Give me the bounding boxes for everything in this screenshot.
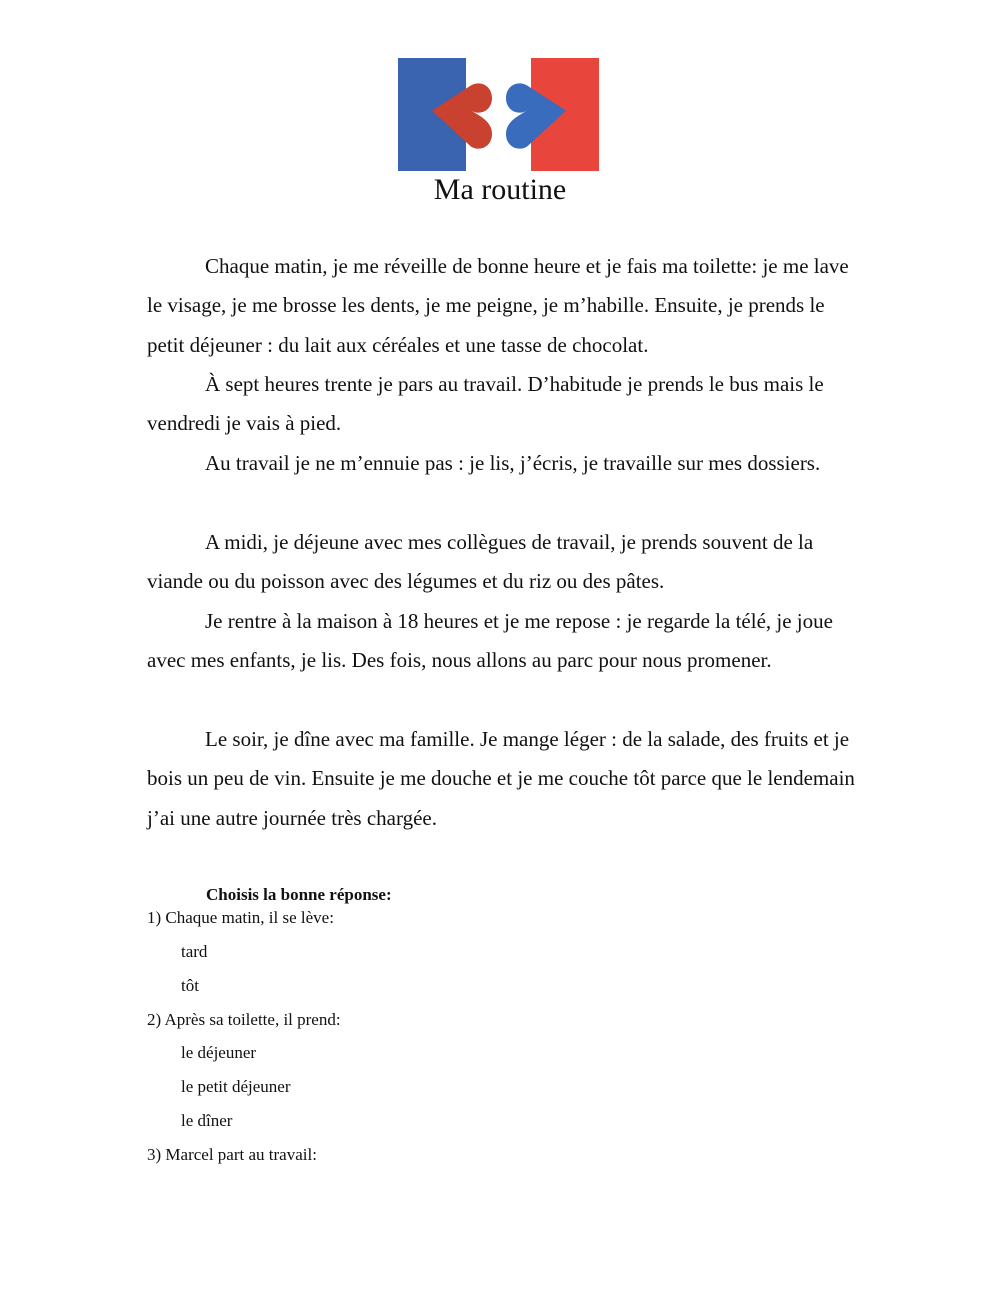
paragraph-morning: [147, 247, 859, 365]
paragraph-text: Chaque matin, je me réveille de bonne heure et je fais ma toilette: je me lave le visage, je me brosse les dents, je me peigne, je m’habille. Ensuite, je prends le petit déjeuner : du lait aux céréales et une tasse de chocolat.: [147, 254, 849, 357]
paragraph-evening-home: [147, 602, 859, 681]
question-3: 3) Marcel part au travail:: [147, 1145, 317, 1164]
answer-option[interactable]: le déjeuner: [181, 1043, 257, 1062]
paragraph-text: A midi, je déjeune avec mes collègues de travail, je prends souvent de la viande ou du poisson avec des légumes et du riz ou des pâtes.: [147, 530, 814, 594]
answer-option[interactable]: tard: [181, 942, 208, 961]
french-flag-hearts-logo: [398, 58, 599, 171]
paragraph-commute: [147, 365, 859, 444]
quiz-heading: Choisis la bonne réponse:: [206, 885, 392, 904]
paragraph-lunch: [147, 523, 859, 602]
paragraph-text: Le soir, je dîne avec ma famille. Je mange léger : de la salade, des fruits et je bois un peu de vin. Ensuite je me douche et je me couche tôt parce que le lendemain j’ai une autre journée très chargée.: [147, 727, 855, 830]
page-title: Ma routine: [433, 173, 567, 206]
question-1: 1) Chaque matin, il se lève:: [147, 908, 334, 927]
question-2: 2) Après sa toilette, il prend:: [147, 1010, 341, 1029]
paragraph-work: [147, 444, 859, 483]
paragraph-text: Je rentre à la maison à 18 heures et je me repose : je regarde la télé, je joue avec mes enfants, je lis. Des fois, nous allons au parc pour nous promener.: [147, 609, 833, 673]
answer-option[interactable]: le petit déjeuner: [181, 1077, 291, 1096]
paragraph-text: Au travail je ne m’ennuie pas : je lis, j’écris, je travaille sur mes dossiers.: [205, 451, 821, 475]
answer-option[interactable]: le dîner: [181, 1111, 233, 1130]
answer-option[interactable]: tôt: [181, 976, 199, 995]
paragraph-dinner: [147, 720, 859, 838]
paragraph-text: À sept heures trente je pars au travail. D’habitude je prends le bus mais le vendredi je vais à pied.: [147, 372, 824, 436]
